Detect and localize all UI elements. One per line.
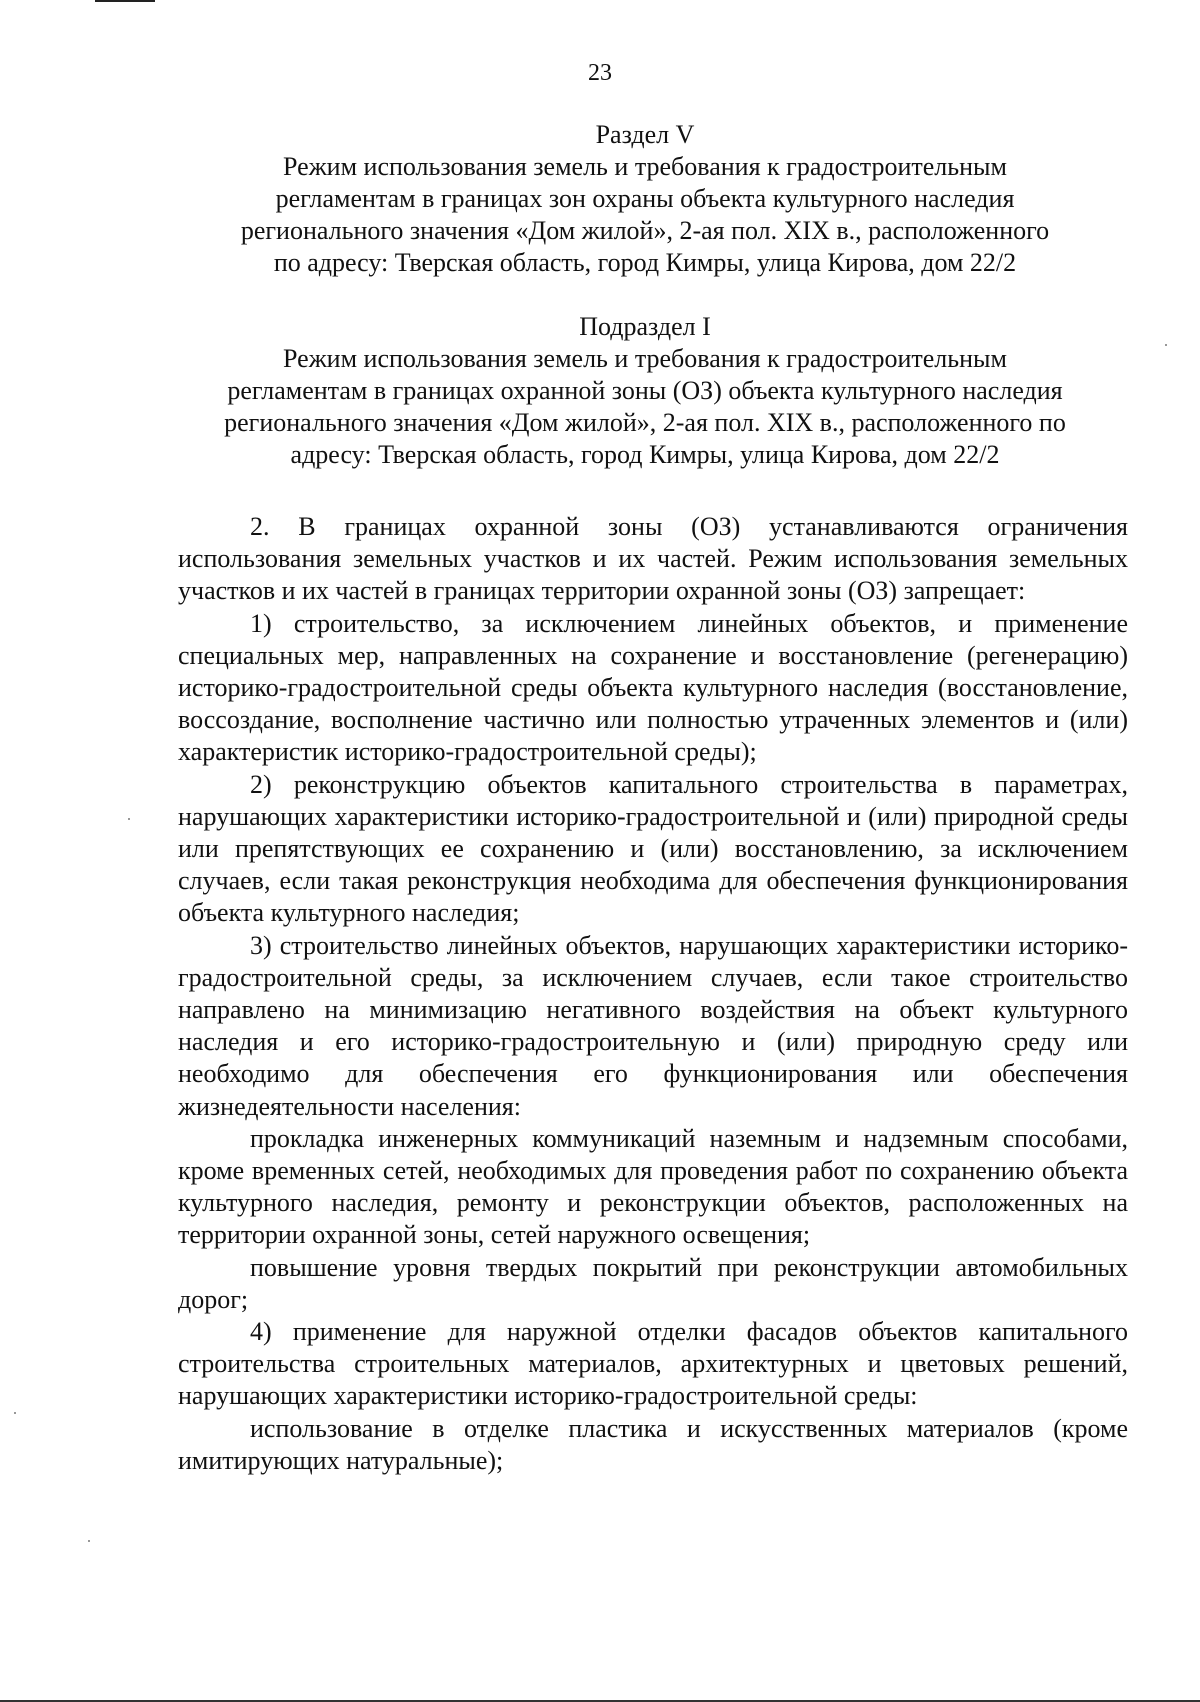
scan-speck <box>128 818 130 820</box>
paragraph: 4) применение для наружной отделки фасадов объектов капитального строительства строительных материалов, архитектурных и цветовых решений, нарушающих характеристики историко-градостроительной среды: <box>178 1317 1128 1411</box>
section-heading <box>160 119 1130 279</box>
paragraph: 3) строительство линейных объектов, нарушающих характеристики историко-градостроительной среды, за исключением случаев, если такое строительство направлено на минимизацию негативного воздействия на объект культурного наследия и его историко-градостроительную и (или) природную среду или необходимо для обеспечения его функционирования или обеспечения жизнедеятельности населения: <box>178 930 1128 1121</box>
subsection-heading-line: адресу: Тверская область, город Кимры, улица Кирова, дом 22/2 <box>290 440 1000 469</box>
scan-speck <box>1165 344 1167 346</box>
scan-speck <box>14 1412 16 1414</box>
paragraph: 2) реконструкцию объектов капитального строительства в параметрах, нарушающих характеристики историко-градостроительной и (или) природной среды или препятствующих ее сохранению и (или) восстановлению, за исключением случаев, если такая реконструкция необходима для обеспечения функционирования объекта культурного наследия; <box>178 769 1128 928</box>
paragraph: использование в отделке пластика и искусственных материалов (кроме имитирующих натуральные); <box>178 1413 1128 1475</box>
subsection-heading-line: Режим использования земель и требования к градостроительным <box>283 344 1007 373</box>
section-title: Раздел V <box>595 120 695 149</box>
section-heading-line: по адресу: Тверская область, город Кимры, улица Кирова, дом 22/2 <box>273 248 1017 277</box>
section-heading-line: Режим использования земель и требования к градостроительным <box>283 152 1007 181</box>
page-number: 23 <box>588 60 612 86</box>
section-heading-line: регламентам в границах зон охраны объекта культурного наследия <box>275 184 1015 213</box>
paragraph: прокладка инженерных коммуникаций наземным и надземным способами, кроме временных сетей, необходимых для проведения работ по сохранению объекта культурного наследия, ремонту и реконструкции объектов, расположенных на территории охранной зоны, сетей наружного освещения; <box>178 1123 1128 1250</box>
body-text <box>178 511 1128 1477</box>
paragraph: 2. В границах охранной зоны (ОЗ) устанавливаются ограничения использования земельных участков и их частей. Режим использования земельных участков и их частей в границах территории охранной зоны (ОЗ) запрещает: <box>178 512 1128 606</box>
section-heading-line: регионального значения «Дом жилой», 2-ая пол. XIX в., расположенного <box>240 216 1050 245</box>
paragraph: 1) строительство, за исключением линейных объектов, и применение специальных мер, направленных на сохранение и восстановление (регенерацию) историко-градостроительной среды объекта культурного наследия (восстановление, воссоздание, восполнение частично или полностью утраченных элементов и (или) характеристик историко-градостроительной среды); <box>178 608 1128 767</box>
scan-speck <box>88 1540 90 1542</box>
paragraph: повышение уровня твердых покрытий при реконструкции автомобильных дорог; <box>178 1252 1128 1314</box>
subsection-heading-line: регионального значения «Дом жилой», 2-ая пол. XIX в., расположенного по <box>224 408 1066 437</box>
scan-edge-mark <box>95 0 155 2</box>
subsection-heading <box>160 311 1130 471</box>
subsection-title: Подраздел I <box>579 312 711 341</box>
subsection-heading-line: регламентам в границах охранной зоны (ОЗ) объекта культурного наследия <box>227 376 1063 405</box>
